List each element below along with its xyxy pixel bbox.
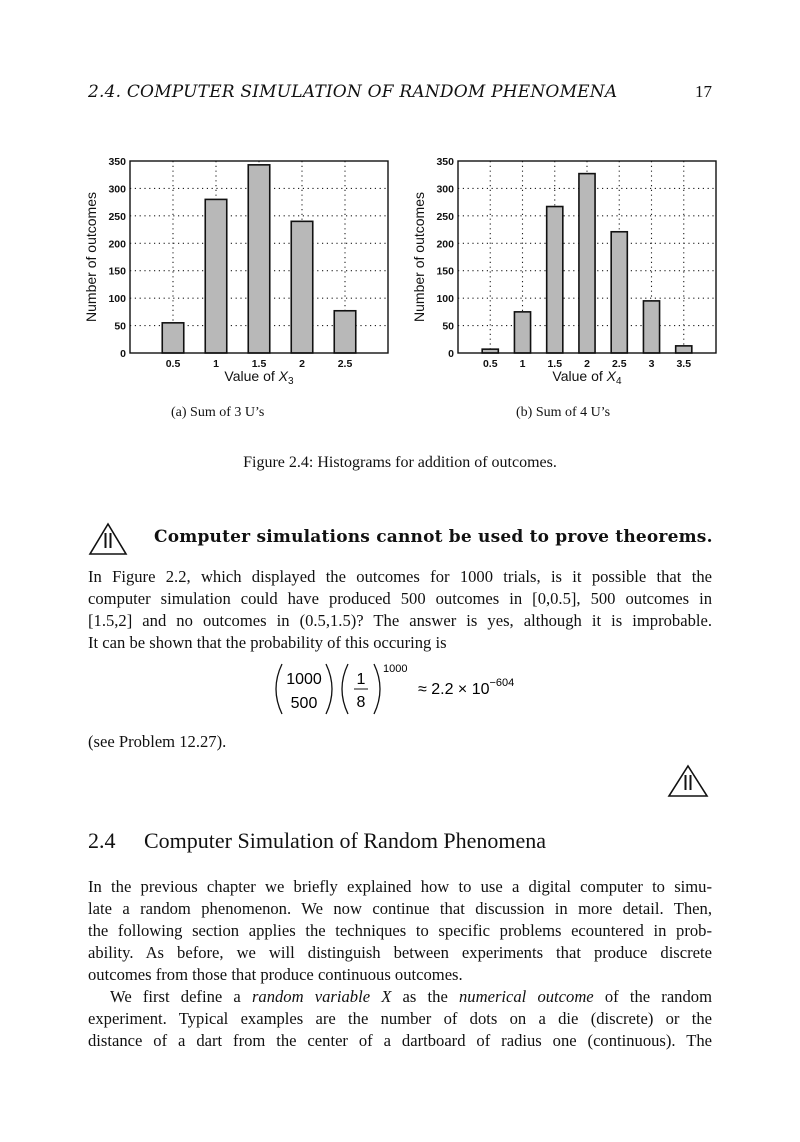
paragraph-line: It can be shown that the probability of this occuring is [88, 633, 447, 652]
y-tick-label: 100 [436, 293, 454, 306]
histogram-bar [205, 199, 227, 353]
x-tick-label: 2 [584, 358, 590, 370]
y-tick-label: 50 [114, 320, 126, 333]
term-numerical-outcome: numerical outcome [459, 987, 594, 1006]
running-head: 2.4. COMPUTER SIMULATION OF RANDOM PHENOMENA [88, 82, 618, 102]
fraction-numerator: 1 [356, 671, 366, 688]
y-tick-label: 150 [108, 265, 126, 278]
histogram-bar [248, 165, 270, 353]
warning-triangle-icon [88, 522, 128, 556]
histogram-bar [514, 312, 530, 353]
section-title: Computer Simulation of Random Phenomena [144, 828, 547, 853]
x-tick-label: 2.5 [611, 358, 627, 370]
warning-triangle-end-icon [667, 764, 709, 798]
y-tick-label: 350 [436, 156, 454, 168]
paragraph-intro [88, 876, 712, 986]
x-tick-label: 0.5 [165, 358, 181, 370]
chart-b-plot [411, 156, 716, 387]
y-tick-label: 250 [108, 210, 126, 223]
equation-render [268, 660, 568, 720]
binom-bottom: 500 [290, 695, 318, 712]
paragraph-line: computer simulation could have produced 500 outcomes in [0,0.5], 500 outcomes in [88, 589, 712, 608]
paragraph-line: experiment. Typical examples are the number of dots on a die (discrete) or the [88, 1009, 712, 1028]
paragraph-line: late a random phenomenon. We now continue that discussion in more detail. Then, [88, 899, 712, 918]
paragraph-line: In Figure 2.2, which displayed the outcomes for 1000 trials, is it possible that the [88, 567, 712, 586]
y-tick-label: 0 [448, 348, 454, 360]
paragraph-random-variable [88, 986, 712, 1052]
figure-caption: Figure 2.4: Histograms for addition of outcomes. [243, 454, 557, 471]
x-tick-label: 2.5 [337, 358, 353, 370]
x-axis-label: Value of $X_4$ [552, 368, 622, 387]
page-number: 17 [695, 82, 712, 101]
x-tick-label: 1 [213, 358, 219, 370]
paragraph-figure-2-2 [88, 566, 712, 654]
histogram-bar [579, 174, 595, 353]
histogram-bar [611, 232, 627, 353]
y-tick-label: 300 [436, 183, 454, 196]
histogram-bar [162, 323, 184, 353]
x-tick-label: 0.5 [482, 358, 498, 370]
paragraph-line: distance of a dart from the center of a dartboard of radius one (continuous). The [88, 1031, 712, 1050]
histogram-bar [676, 346, 692, 353]
y-tick-label: 200 [108, 238, 126, 251]
exponent: 1000 [383, 663, 408, 675]
x-tick-label: 1.5 [547, 358, 563, 370]
text-run: We first define a [110, 987, 252, 1006]
subcaption-a: (a) Sum of 3 U’s [171, 405, 265, 420]
x-tick-label: 1.5 [251, 358, 267, 370]
warning-callout [88, 522, 728, 560]
y-axis-label: Number of outcomes [411, 192, 427, 322]
y-tick-label: 50 [442, 320, 454, 333]
subcaption-b: (b) Sum of 4 U’s [516, 405, 611, 420]
histogram-chart-b [410, 150, 730, 390]
y-tick-label: 350 [108, 156, 126, 168]
x-tick-label: 3.5 [676, 358, 692, 370]
text-run: of the random [593, 987, 712, 1006]
y-axis-label: Number of outcomes [83, 192, 99, 322]
histogram-chart-a [80, 150, 400, 390]
paragraph-line: ability. As before, we will distinguish between experiments that produce discrete [88, 943, 712, 962]
y-tick-label: 100 [108, 293, 126, 306]
x-axis-label: Value of $X_3$ [224, 368, 294, 387]
x-tick-label: 2 [299, 358, 305, 370]
paragraph-line: [1.5,2] and no outcomes in (0.5,1.5)? The answer is yes, although it is improbable. [88, 611, 712, 630]
paragraph-line [88, 986, 712, 1008]
paragraph-line: outcomes from those that produce continuous outcomes. [88, 965, 463, 984]
x-tick-label: 3 [648, 358, 655, 370]
section-heading [88, 828, 546, 854]
see-problem-text: (see Problem 12.27). [88, 732, 227, 751]
y-tick-label: 200 [436, 238, 454, 251]
y-tick-label: 150 [436, 265, 454, 278]
approximation: ≈ $2.2 \times 10^{-604}$ [418, 677, 515, 698]
histogram-bar [643, 301, 659, 353]
term-random-variable: random variable X [251, 987, 392, 1006]
y-tick-label: 250 [436, 210, 454, 223]
histogram-bar [291, 221, 313, 353]
probability-equation [268, 660, 568, 720]
fraction-denominator: 8 [356, 694, 366, 711]
y-tick-label: 0 [120, 348, 126, 360]
paragraph-line: In the previous chapter we briefly explained how to use a digital computer to simu- [88, 877, 712, 896]
text-run: as the [391, 987, 459, 1006]
histogram-bar [547, 207, 563, 353]
y-tick-label: 300 [108, 183, 126, 196]
x-tick-label: 1 [519, 358, 526, 370]
binom-top: 1000 [286, 671, 322, 688]
paragraph-line: the following section applies the techniques to specific problems ecountered in prob- [88, 921, 712, 940]
warning-text: Computer simulations cannot be used to prove theorems. [154, 527, 713, 547]
histogram-bar [334, 311, 356, 353]
chart-a-plot [83, 156, 388, 387]
section-number: 2.4 [88, 828, 116, 853]
